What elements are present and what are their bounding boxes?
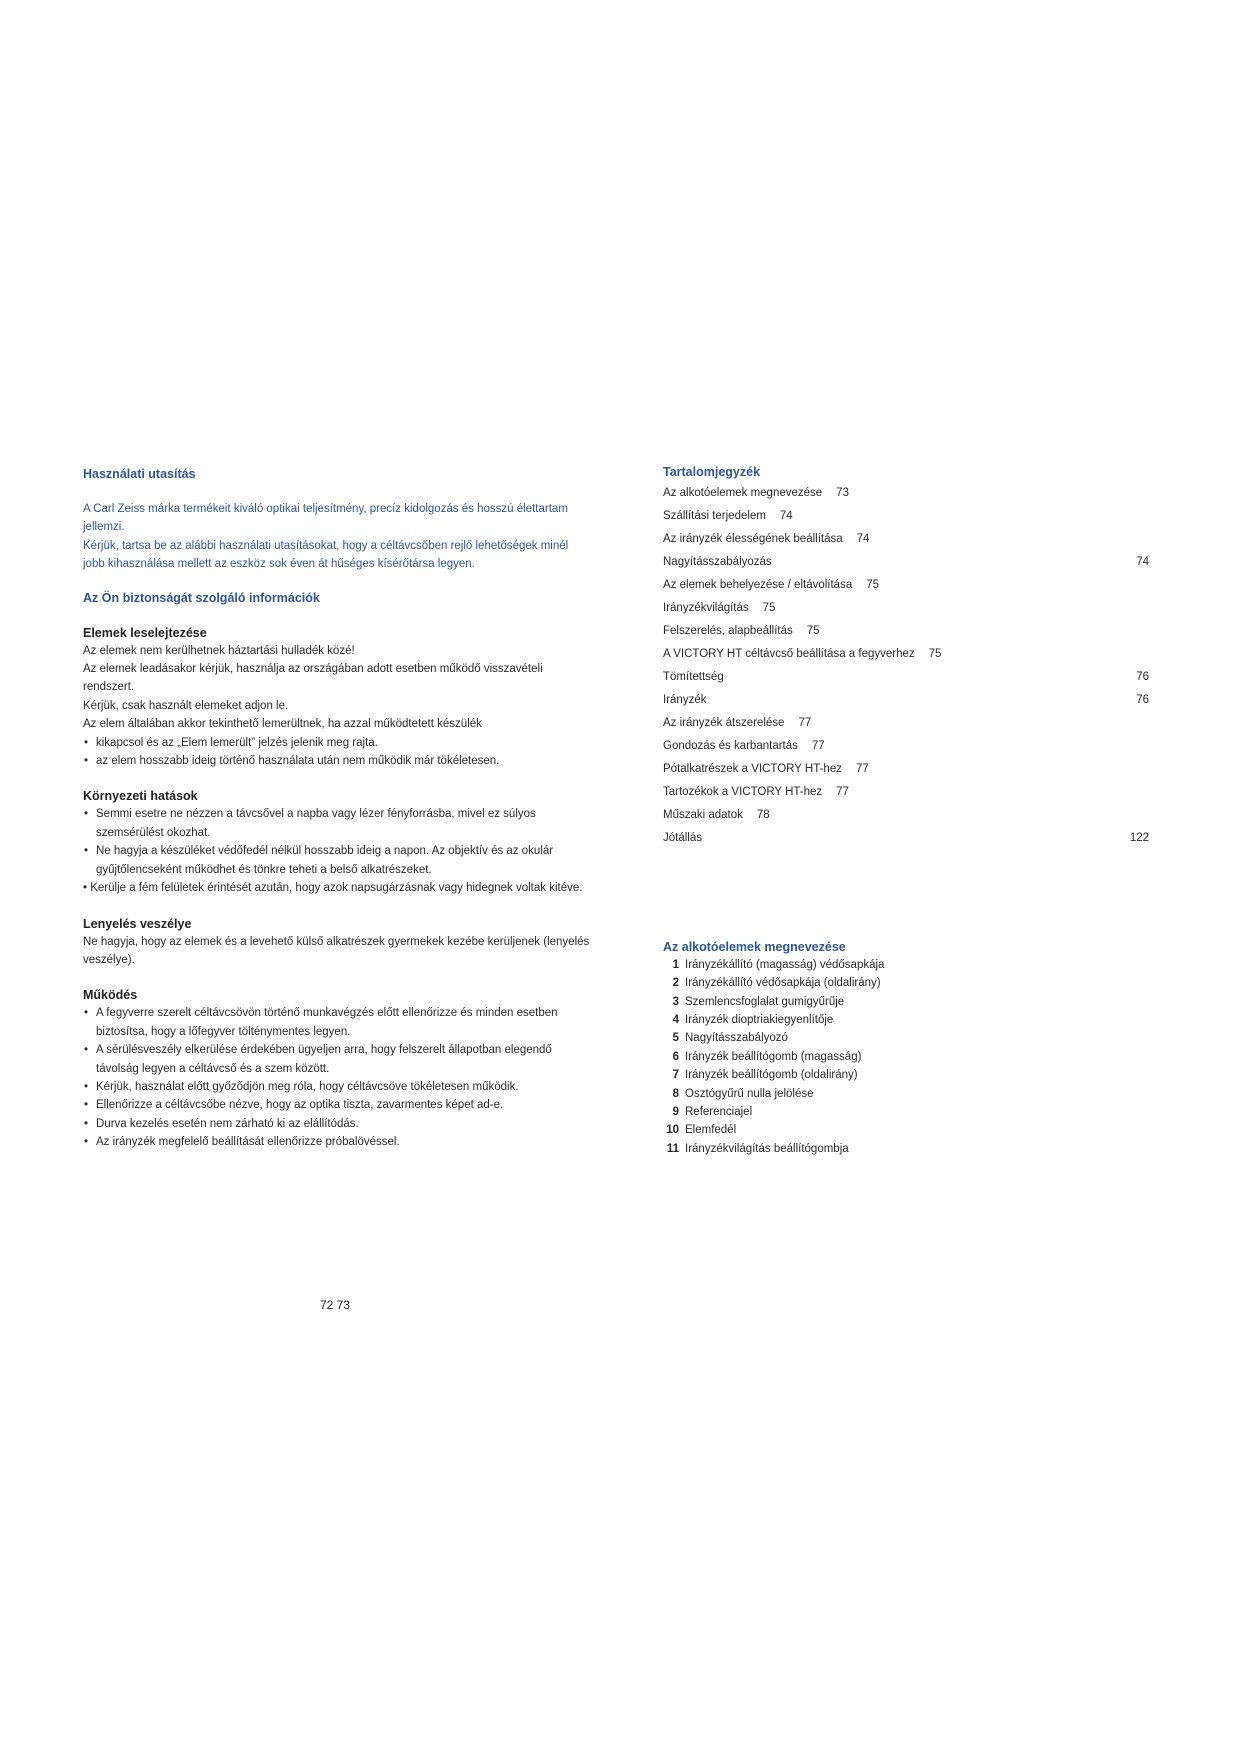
part-item bbox=[663, 1085, 1149, 1103]
bullet-line: A sérülésveszély elkerülése érdekében ügyeljen arra, hogy felszerelt állapotban elegendő bbox=[96, 1044, 552, 1057]
toc-entry-label: Tartozékok a VICTORY HT-hez bbox=[663, 785, 823, 798]
part-number: 7 bbox=[672, 1069, 679, 1082]
toc-entry-label: Nagyításszabályozás bbox=[663, 555, 772, 568]
part-item bbox=[663, 1103, 1149, 1121]
disposal-line: Kérjük, csak használt elemeket adjon le. bbox=[83, 699, 289, 712]
toc-entry bbox=[663, 737, 1149, 755]
toc-entry-label: Szállítási terjedelem bbox=[663, 509, 766, 522]
bullet-item: • Az irányzék megfelelő beállítását ellenőrizze próbalövéssel. bbox=[83, 1133, 603, 1151]
intro-line: Kérjük, tartsa be az alábbi használati utasításokat, hogy a céltávcsőben rejlő lehetőségek minél bbox=[83, 539, 569, 552]
part-number: 4 bbox=[672, 1013, 679, 1026]
toc-entry bbox=[663, 806, 1149, 824]
toc-entry-page: 77 bbox=[836, 785, 849, 798]
manual-title: Használati utasítás bbox=[83, 467, 196, 481]
toc-entry-label: Felszerelés, alapbeállítás bbox=[663, 624, 793, 637]
bullet-item: • az elem hosszabb ideig történő használata után nem működik már tökéletesen. bbox=[83, 752, 603, 770]
intro-text bbox=[83, 500, 603, 574]
intro-line: A Carl Zeiss márka termékeit kiváló optikai teljesítmény, precíz kidolgozás és hosszú élettartam bbox=[83, 503, 568, 515]
part-label: Osztógyűrű nulla jelölése bbox=[685, 1087, 814, 1100]
part-label: Szemlencsfoglalat gumigyűrűje bbox=[685, 995, 845, 1008]
toc-title: Tartalomjegyzék bbox=[663, 465, 761, 479]
part-label: Irányzék beállítógomb (oldalirány) bbox=[685, 1069, 858, 1082]
part-number: 2 bbox=[672, 977, 679, 990]
bullet-item bbox=[83, 1041, 603, 1078]
bullet-item: • Durva kezelés esetén nem zárható ki az elállítódás. bbox=[83, 1115, 603, 1133]
part-number: 5 bbox=[672, 1032, 679, 1045]
part-item bbox=[663, 1048, 1149, 1066]
bullet-item: • Ellenőrizze a céltávcsőbe nézve, hogy az optika tiszta, zavarmentes képet ad-e. bbox=[83, 1096, 603, 1114]
toc-entry-page: 76 bbox=[1136, 693, 1149, 706]
toc-entry bbox=[663, 691, 1149, 709]
toc-entry-label: Gondozás és karbantartás bbox=[663, 739, 798, 752]
toc-list bbox=[663, 484, 1149, 847]
toc-entry-page: 74 bbox=[856, 532, 870, 545]
part-item bbox=[663, 1140, 1149, 1158]
swallow-line: veszélye). bbox=[83, 953, 135, 966]
toc-entry-page: 75 bbox=[866, 578, 880, 591]
part-number: 1 bbox=[672, 958, 679, 971]
toc-entry bbox=[663, 760, 1149, 778]
part-item bbox=[663, 1011, 1149, 1029]
intro-line: jobb kihasználása mellett az eszköz sok éven át hűséges kísérőtársa legyen. bbox=[83, 558, 475, 571]
part-item bbox=[663, 1029, 1149, 1047]
toc-entry-label: Az irányzék élességének beállítása bbox=[663, 532, 843, 545]
toc-entry-page: 74 bbox=[779, 509, 793, 522]
toc-entry-page: 75 bbox=[928, 647, 942, 660]
bullet-item bbox=[83, 805, 603, 842]
toc-entry-label: Tömítettség bbox=[663, 670, 724, 683]
safety-title: Az Ön biztonságát szolgáló információk bbox=[83, 590, 320, 605]
part-label: Referenciajel bbox=[685, 1106, 753, 1118]
disposal-line: Az elemek leadásakor kérjük, használja az országában adott esetben működő visszavételi bbox=[83, 663, 543, 676]
swallow-line: Ne hagyja, hogy az elemek és a levehető külső alkatrészek gyermekek kezébe kerüljenek (lenyelés bbox=[83, 935, 590, 948]
toc-entry-label: Irányzék bbox=[663, 693, 707, 706]
toc-entry bbox=[663, 622, 1149, 640]
toc-entry-page: 74 bbox=[1136, 555, 1149, 568]
right-column bbox=[663, 463, 1149, 1158]
part-number: 10 bbox=[666, 1124, 679, 1137]
bullet-line: A fegyverre szerelt céltávcsövön történő munkavégzés előtt ellenőrizze és minden esetben bbox=[96, 1007, 558, 1020]
part-number: 11 bbox=[666, 1142, 679, 1155]
toc-entry-label: Az elemek behelyezése / eltávolítása bbox=[663, 578, 853, 591]
toc-entry-label: Az alkotóelemek megnevezése bbox=[663, 487, 823, 499]
toc-entry-label: Műszaki adatok bbox=[663, 808, 743, 821]
toc-entry-label: Irányzékvilágítás bbox=[663, 601, 749, 614]
operation-title: Működés bbox=[83, 988, 138, 1003]
disposal-line: rendszert. bbox=[83, 681, 135, 694]
environment-last-line: • Kerülje a fém felületek érintését azután, hogy azok napsugárzásnak vagy hidegnek voltak kitéve. bbox=[83, 882, 583, 895]
left-column bbox=[83, 465, 603, 1152]
toc-entry bbox=[663, 599, 1149, 617]
toc-entry-label: Pótalkatrészek a VICTORY HT-hez bbox=[663, 762, 842, 775]
parts-title: Az alkotóelemek megnevezése bbox=[663, 939, 846, 954]
bullet-item bbox=[83, 842, 603, 879]
toc-entry-page: 75 bbox=[762, 601, 776, 614]
part-label: Nagyításszabályozó bbox=[685, 1032, 788, 1045]
operation-bullets bbox=[83, 1004, 603, 1151]
toc-entry bbox=[663, 553, 1149, 571]
toc-entry-page: 75 bbox=[806, 624, 820, 637]
disposal-bullets bbox=[83, 734, 603, 771]
bullet-item: • Kérjük, használat előtt győződjön meg róla, hogy céltávcsöve tökéletesen működik. bbox=[83, 1078, 603, 1096]
bullet-line: szemsérülést okozhat. bbox=[96, 826, 211, 839]
part-number: 9 bbox=[672, 1106, 679, 1118]
part-item bbox=[663, 1121, 1149, 1139]
swallow-title: Lenyelés veszélye bbox=[83, 916, 192, 931]
parts-list bbox=[663, 956, 1149, 1158]
toc-entry bbox=[663, 530, 1149, 548]
bullet-line: gyűjtőlencseként működhet és tönkre teheti a belső alkatrészeket. bbox=[96, 863, 432, 876]
toc-entry-page: 78 bbox=[756, 808, 770, 821]
bullet-line: Ne hagyja a készüléket védőfedél nélkül hosszabb ideig a napon. Az objektív és az okulár bbox=[96, 845, 554, 858]
toc-entry bbox=[663, 484, 1149, 502]
toc-entry bbox=[663, 783, 1149, 801]
toc-entry-page: 77 bbox=[798, 716, 812, 729]
toc-entry-page: 77 bbox=[855, 762, 869, 775]
toc-entry-label: Az irányzék átszerelése bbox=[663, 716, 785, 729]
bullet-line: Semmi esetre ne nézzen a távcsővel a napba vagy lézer fényforrásba, mivel ez súlyos bbox=[96, 808, 536, 821]
toc-entry-label: Jótállás bbox=[663, 831, 702, 844]
toc-entry bbox=[663, 668, 1149, 686]
part-label: Irányzékállító védősapkája (oldalirány) bbox=[685, 977, 881, 990]
part-number: 3 bbox=[672, 995, 679, 1008]
toc-entry-page: 122 bbox=[1129, 831, 1149, 844]
part-item bbox=[663, 1066, 1149, 1084]
disposal-line: Az elem általában akkor tekinthető lemerültnek, ha azzal működtetett készülék bbox=[83, 718, 482, 731]
bullet-line: távolság legyen a céltávcső és a szem között. bbox=[96, 1062, 330, 1075]
page-numbers: 72 73 bbox=[320, 1298, 351, 1312]
part-label: Irányzékállító (magasság) védősapkája bbox=[685, 958, 885, 971]
part-number: 8 bbox=[672, 1087, 679, 1100]
part-item bbox=[663, 956, 1149, 974]
toc-entry bbox=[663, 507, 1149, 525]
environment-title: Környezeti hatások bbox=[83, 789, 198, 804]
toc-entry-label: A VICTORY HT céltávcső beállítása a fegyverhez bbox=[663, 647, 915, 660]
environment-bullets bbox=[83, 805, 603, 879]
bullet-line: biztosítsa, hogy a lőfegyver tölténymentes legyen. bbox=[96, 1025, 351, 1038]
part-label: Irányzék dioptriakiegyenlítője bbox=[685, 1013, 834, 1026]
part-item bbox=[663, 993, 1149, 1011]
part-label: Irányzék beállítógomb (magasság) bbox=[685, 1050, 862, 1063]
intro-line: jellemzi. bbox=[83, 521, 125, 534]
disposal-line: Az elemek nem kerülhetnek háztartási hulladék közé! bbox=[83, 644, 355, 657]
part-label: Irányzékvilágítás beállítógombja bbox=[685, 1142, 849, 1155]
part-item bbox=[663, 974, 1149, 992]
toc-entry-page: 73 bbox=[836, 487, 849, 499]
part-number: 6 bbox=[672, 1050, 679, 1063]
toc-entry bbox=[663, 714, 1149, 732]
bullet-item: • kikapcsol és az „Elem lemerült” jelzés jelenik meg rajta. bbox=[83, 734, 603, 752]
bullet-item bbox=[83, 1004, 603, 1041]
toc-entry bbox=[663, 829, 1149, 847]
toc-entry bbox=[663, 576, 1149, 594]
toc-entry-page: 76 bbox=[1136, 670, 1149, 683]
toc-entry-page: 77 bbox=[811, 739, 825, 752]
disposal-title: Elemek leselejtezése bbox=[83, 625, 207, 640]
part-label: Elemfedél bbox=[685, 1124, 737, 1137]
toc-entry bbox=[663, 645, 1149, 663]
